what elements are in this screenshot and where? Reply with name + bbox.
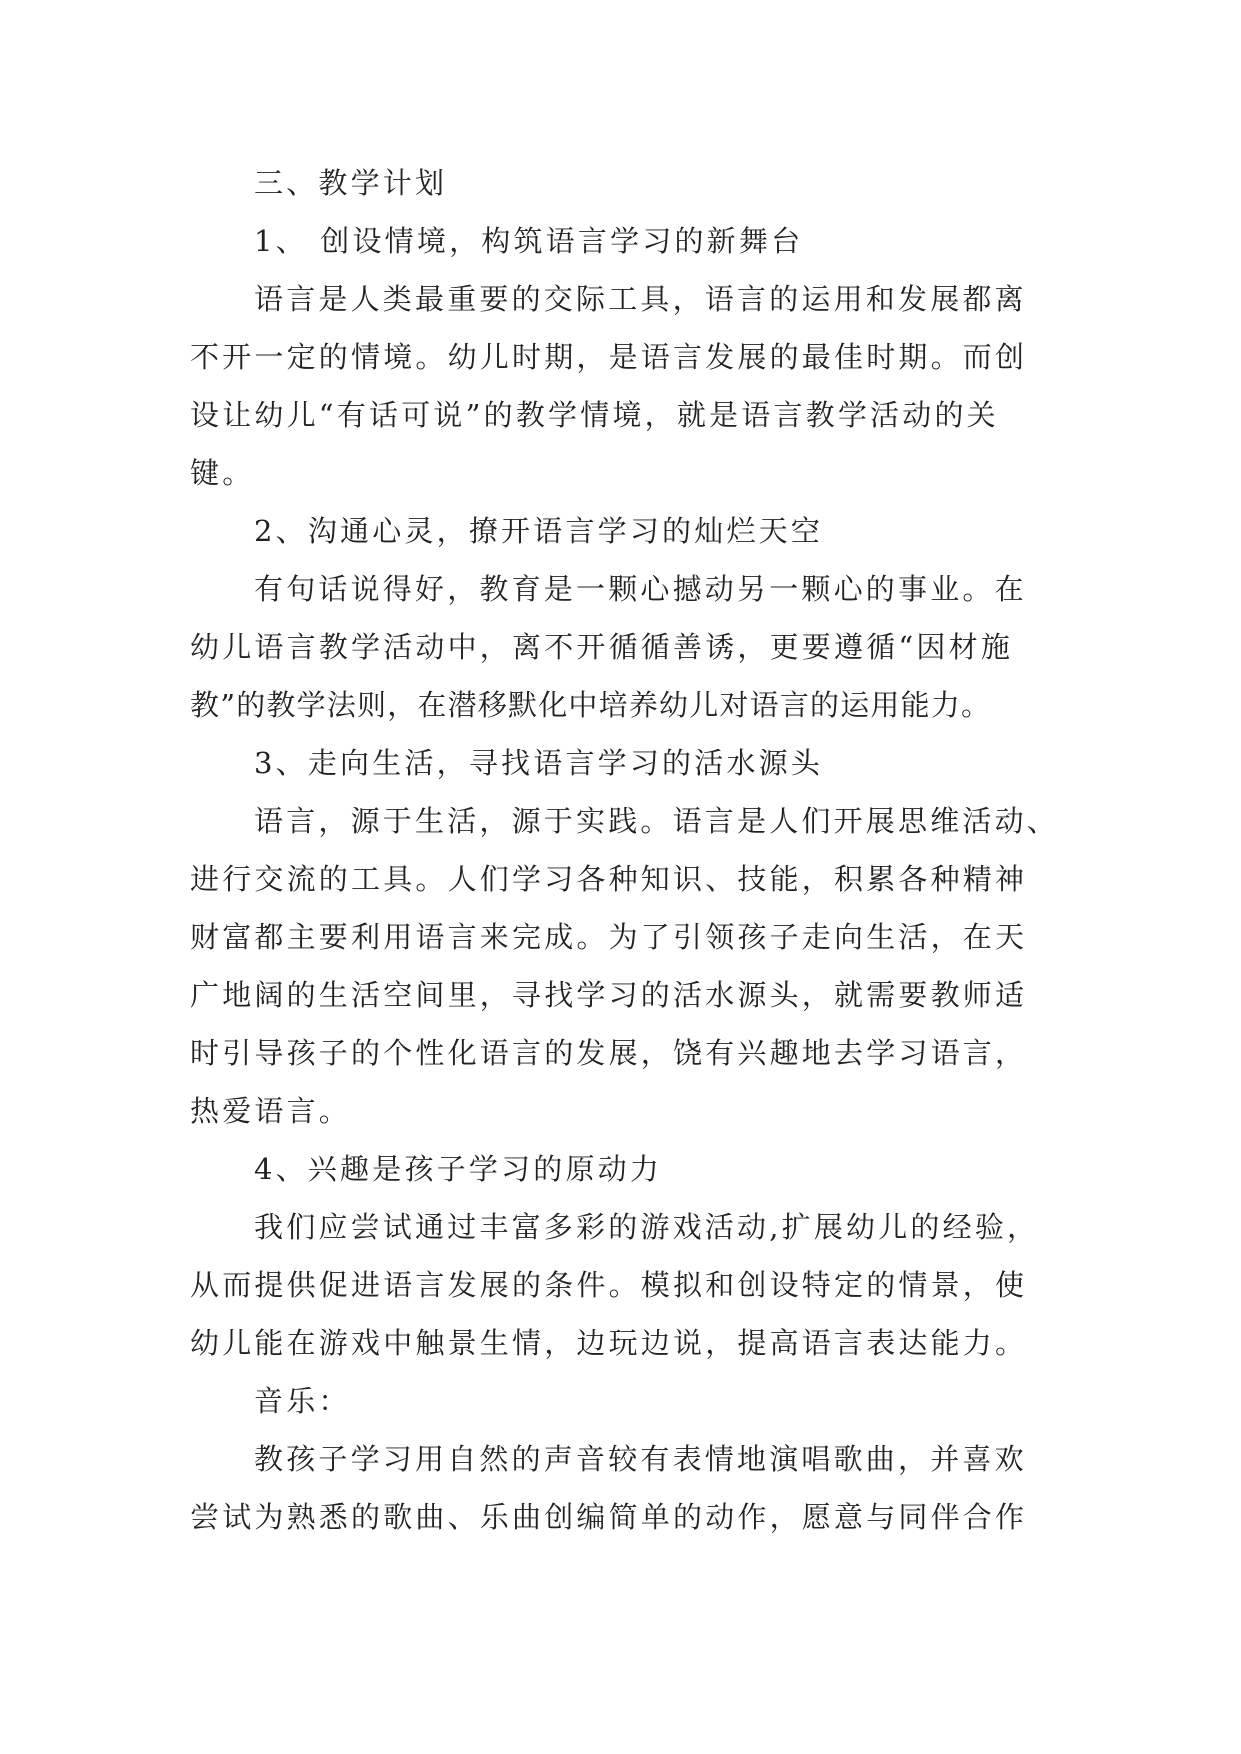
paragraph-line: 尝试为熟悉的歌曲、乐曲创编简单的动作，愿意与同伴合作	[190, 1500, 1028, 1534]
paragraph-line: 广地阔的生活空间里，寻找学习的活水源头，就需要教师适	[190, 978, 1028, 1012]
paragraph-line: 进行交流的工具。人们学习各种知识、技能，积累各种精神	[190, 862, 1028, 896]
paragraph-line: 有句话说得好，教育是一颗心撼动另一颗心的事业。在	[254, 572, 1027, 606]
paragraph-line: 幼儿语言教学活动中，离不开循循善诱，更要遵循“因材施	[190, 630, 1014, 664]
paragraph-line: 幼儿能在游戏中触景生情，边玩边说，提高语言表达能力。	[190, 1326, 1028, 1360]
subheading-3: 3、走向生活，寻找语言学习的活水源头	[254, 746, 824, 780]
subheading-music: 音乐：	[254, 1384, 351, 1418]
paragraph-line: 语言是人类最重要的交际工具，语言的运用和发展都离	[254, 282, 1027, 316]
paragraph-line: 教”的教学法则，在潜移默化中培养幼儿对语言的运用能力。	[190, 688, 992, 722]
paragraph-line: 设让幼儿“有话可说”的教学情境，就是语言教学活动的关	[190, 398, 999, 432]
paragraph-line: 财富都主要利用语言来完成。为了引领孩子走向生活，在天	[190, 920, 1028, 954]
paragraph-line: 语言，源于生活，源于实践。语言是人们开展思维活动、	[254, 804, 1060, 838]
paragraph-line: 时引导孩子的个性化语言的发展，饶有兴趣地去学习语言，	[190, 1036, 1028, 1070]
paragraph-line: 热爱语言。	[190, 1094, 352, 1128]
subheading-1: 1、 创设情境，构筑语言学习的新舞台	[254, 224, 804, 258]
paragraph-line: 教孩子学习用自然的声音较有表情地演唱歌曲，并喜欢	[254, 1442, 1027, 1476]
section-heading: 三、教学计划	[254, 166, 448, 200]
paragraph-line: 不开一定的情境。幼儿时期，是语言发展的最佳时期。而创	[190, 340, 1028, 374]
subheading-4: 4、兴趣是孩子学习的原动力	[254, 1152, 663, 1186]
document-body	[190, 154, 1062, 1546]
paragraph-line: 我们应尝试通过丰富多彩的游戏活动,扩展幼儿的经验，	[254, 1210, 1040, 1244]
subheading-2: 2、沟通心灵，撩开语言学习的灿烂天空	[254, 514, 824, 548]
paragraph-line: 键。	[190, 456, 255, 490]
paragraph-line: 从而提供促进语言发展的条件。模拟和创设特定的情景，使	[190, 1268, 1028, 1302]
